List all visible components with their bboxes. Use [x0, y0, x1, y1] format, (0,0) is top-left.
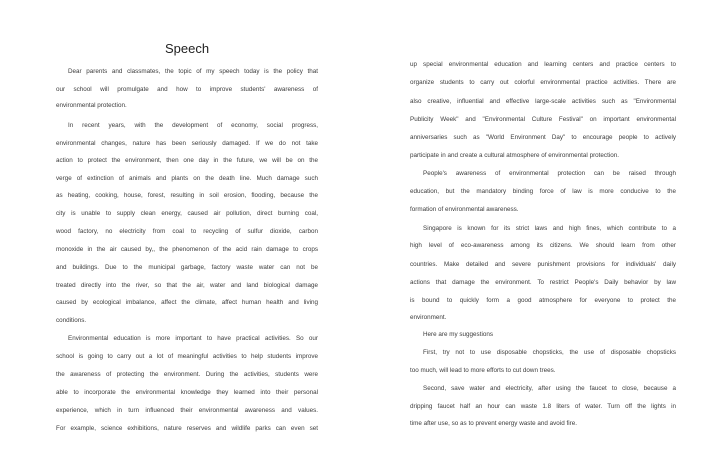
text-line: environment. — [410, 314, 447, 321]
text-line: Environmental education is more important to have practical activities. So our — [68, 335, 318, 342]
text-line: treated directly into the river, so that the air, water and land biological damage — [56, 282, 318, 289]
text-line: People's awareness of environmental protection can be raised through — [423, 170, 676, 177]
text-line: school is going to carry out a lot of meaningful activities to help students improve — [56, 353, 318, 360]
text-line: environmental changes, nature has been seriously damaged. If we do not take — [56, 140, 318, 147]
text-line: the awareness of protecting the environment. During the activities, students were — [56, 371, 318, 378]
text-line: environmental protection. — [56, 102, 127, 109]
text-line: Singapore is known for its strict laws and high fines, which contribute to a — [423, 225, 676, 232]
text-line: Second, save water and electricity, after using the faucet to close, because a — [423, 385, 676, 392]
text-line: also creative, influential and effective large-scale activities such as "Environmental — [410, 98, 676, 105]
text-line: high level of eco-awareness among its citizens. We should learn from other — [410, 242, 676, 249]
text-line: is bound to quickly form a good atmosphere for everyone to protect the — [410, 297, 676, 304]
text-line: time after use, so as to prevent energy waste and avoid fire. — [410, 420, 577, 427]
text-line: Here are my suggestions — [423, 331, 493, 338]
text-line: verge of extinction of animals and plants on the death line. Much damage such — [56, 175, 318, 182]
text-line: monoxide in the air caused by,, the phenomenon of the acid rain damage to crops — [56, 246, 318, 253]
text-line: up special environmental education and learning centers and practice centers to — [410, 61, 676, 68]
text-line: able to incorporate the environmental knowledge they learned into their personal — [56, 389, 318, 396]
text-line: formation of environmental awareness. — [410, 206, 519, 213]
text-line: our school will promulgate and how to improve students' awareness of — [56, 86, 318, 93]
text-line: city is unable to supply clean energy, caused air pollution, direct burning coal, — [56, 210, 318, 217]
text-line: organize students to carry out colorful environmental practice activities. There are — [410, 79, 676, 86]
text-line: and buildings. Due to the municipal garbage, factory waste water can not be — [56, 264, 318, 271]
page-title: Speech — [164, 41, 210, 56]
text-line: wood factory, no electricity from coal to recycling of sulfur dioxide, carbon — [56, 228, 318, 235]
text-line: Publicity Week" and "Environmental Culture Festival" on important environmental — [410, 116, 676, 123]
text-line: conditions. — [56, 317, 87, 324]
text-line: dripping faucet half an hour can waste 1.8 liters of water. Turn off the lights in — [410, 403, 676, 410]
text-line: Dear parents and classmates, the topic of my speech today is the policy that — [68, 68, 318, 75]
text-line: education, but the mandatory binding force of law is more conducive to the — [410, 188, 676, 195]
text-line: experience, which in turn influenced their environmental awareness and values. — [56, 407, 318, 414]
text-line: as heating, cooking, house, forest, resulting in soil erosion, flooding, because the — [56, 192, 318, 199]
text-line: caused by ecological imbalance, affect the climate, affect human health and living — [56, 299, 318, 306]
text-line: actions that damage the environment. To restrict People's Daily behavior by law — [410, 279, 676, 286]
text-line: countries. Make detailed and severe punishment provisions for individuals' daily — [410, 261, 676, 268]
text-line: participate in and create a cultural atmosphere of environmental protection. — [410, 152, 619, 159]
text-line: In recent years, with the development of economy, social progress, — [68, 122, 318, 129]
text-line: too much, will lead to more efforts to cut down trees. — [410, 367, 556, 374]
text-line: anniversaries such as "World Environment Day" to encourage people to actively — [410, 134, 676, 141]
text-line: action to protect the environment, then one day in the future, we will be on the — [56, 157, 318, 164]
text-line: First, try not to use disposable chopsticks, the use of disposable chopsticks — [423, 349, 676, 356]
text-line: For example, science exhibitions, nature reserves and wildlife parks can even set — [56, 425, 318, 432]
